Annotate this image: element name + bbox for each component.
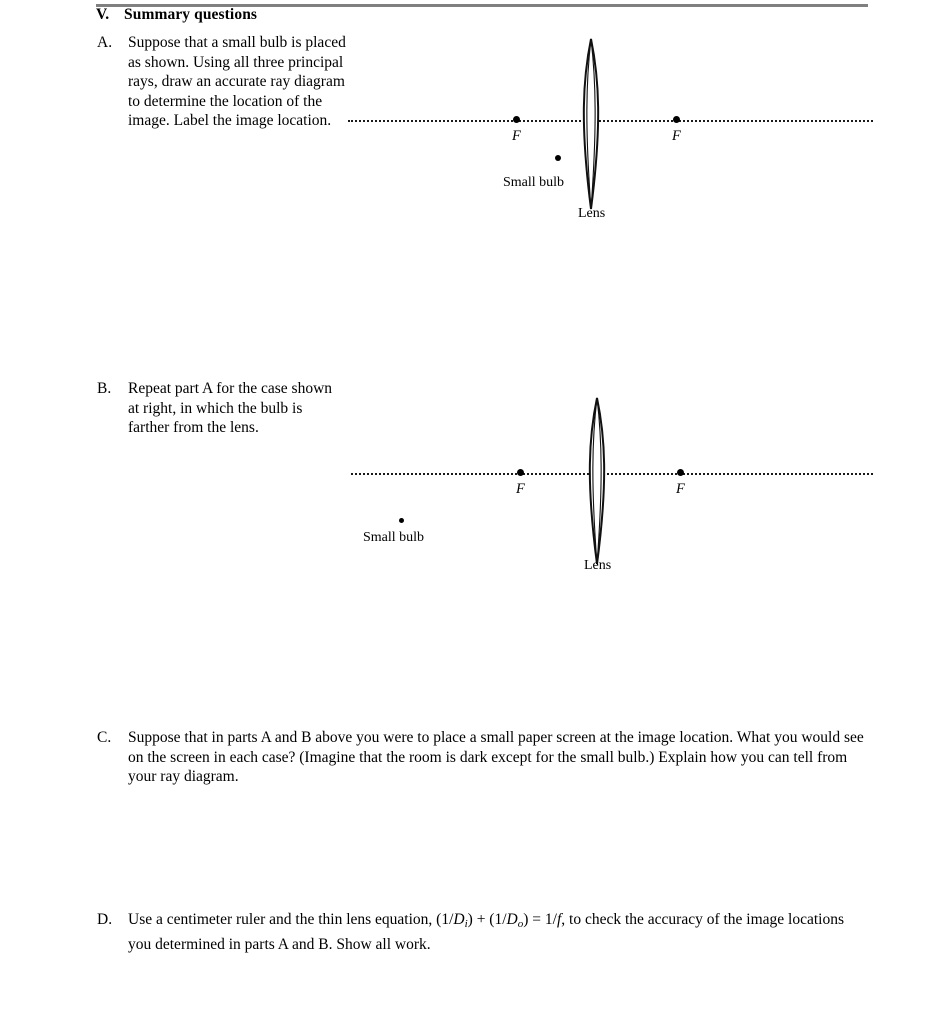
question-c-letter: C.: [97, 729, 112, 746]
section-numeral: V.: [96, 6, 110, 23]
ray-diagram-a: [340, 28, 880, 228]
bulb-label-a: Small bulb: [503, 175, 565, 190]
equation-close-2: ) = 1/: [523, 911, 557, 928]
focal-label-right-a: F: [672, 128, 681, 144]
question-c-text: Suppose that in parts A and B above you were to place a small paper screen at the image location. What you would see on the screen in each case? (Imagine that the room is dark except for the small bulb.) Explain how you can tell from your ray diagram.: [128, 729, 864, 786]
lens-label-b: Lens: [584, 558, 612, 573]
question-c: [97, 728, 867, 787]
question-d: [97, 910, 867, 954]
focal-label-right-b: F: [676, 481, 685, 497]
section-title-text: Summary questions: [124, 6, 258, 23]
page-title: [96, 6, 257, 24]
lens-shape-a: [573, 36, 609, 212]
thin-lens-equation: [436, 911, 561, 928]
equation-var-f: f: [556, 911, 562, 928]
focal-point-right-a: [673, 116, 680, 123]
question-a: [97, 33, 347, 131]
equation-close-1: ) + (1/: [467, 911, 507, 928]
question-d-letter: D.: [97, 911, 113, 928]
focal-point-left-b: [517, 469, 524, 476]
equation-open-1: (1/: [436, 911, 454, 928]
question-d-text-before: Use a centimeter ruler and the thin lens equation,: [128, 911, 437, 928]
optical-axis-a: [348, 120, 873, 122]
question-a-letter: A.: [97, 34, 113, 51]
equation-sub-i: i: [464, 918, 468, 930]
bulb-point-b: [399, 518, 404, 523]
focal-point-left-a: [513, 116, 520, 123]
equation-var-do: D: [506, 911, 518, 928]
focal-label-left-a: F: [512, 128, 521, 144]
question-b: [97, 379, 347, 438]
bulb-label-b: Small bulb: [363, 530, 425, 545]
question-b-text: Repeat part A for the case shown at right, in which the bulb is farther from the lens.: [128, 380, 333, 437]
ray-diagram-b: [340, 382, 880, 582]
equation-sub-o: o: [517, 918, 524, 930]
lens-shape-b: [579, 395, 615, 567]
lens-label-a: Lens: [578, 206, 606, 221]
bulb-point-a: [555, 155, 561, 161]
question-a-text: Suppose that a small bulb is placed as shown. Using all three principal rays, draw an accurate ray diagram to determine the location of the image. Label the image location.: [128, 34, 346, 130]
question-d-text-after: , to check the accuracy of the image locations you determined in parts A and B. Show all work.: [128, 911, 845, 953]
question-b-letter: B.: [97, 380, 112, 397]
focal-label-left-b: F: [516, 481, 525, 497]
question-d-text: [128, 910, 867, 954]
focal-point-right-b: [677, 469, 684, 476]
equation-var-di: D: [453, 911, 465, 928]
